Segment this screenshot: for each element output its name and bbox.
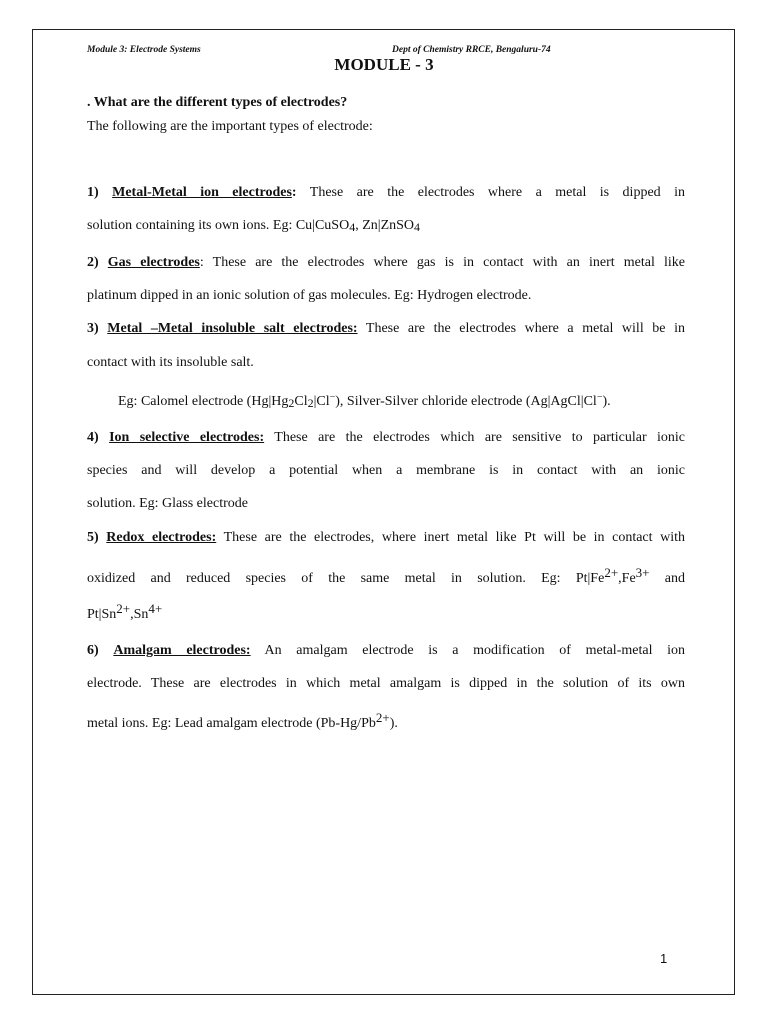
item-6-line-3 [87, 710, 398, 732]
item-5-number: 5) [87, 530, 99, 545]
item-3-eg-sub-1: 2 [288, 396, 295, 410]
item-3-eg-sub-2: 2 [307, 396, 314, 410]
item-1-subscript-2: 4 [414, 220, 421, 234]
item-4-text: These are the electrodes which are sensitive to particular ionic [264, 430, 686, 445]
item-1-number: 1) [87, 185, 99, 200]
header-left: Module 3: Electrode Systems [87, 45, 201, 55]
item-3-number: 3) [87, 321, 99, 336]
item-3-text: These are the electrodes where a metal will be in [357, 321, 685, 336]
page-border [32, 29, 735, 995]
item-5-line-2 [87, 565, 685, 587]
page-title: MODULE - 3 [334, 55, 434, 74]
item-5-text-2c: and [649, 571, 685, 586]
item-4-term: Ion selective electrodes: [109, 430, 265, 445]
item-3-eg-c: |Cl [313, 394, 330, 409]
item-1-term: Metal-Metal ion electrodes [112, 185, 292, 200]
item-3-eg-b: Cl [294, 394, 308, 409]
item-2-term: Gas electrodes [107, 255, 200, 270]
item-6-number: 6) [87, 643, 99, 658]
item-1-line-1 [87, 185, 685, 201]
item-4-line-2: species and will develop a potential when a membrane is in contact with an ionic [87, 463, 685, 478]
item-6-term: Amalgam electrodes: [113, 643, 251, 658]
item-6-line-1 [87, 643, 685, 659]
item-5-line-3 [87, 601, 163, 623]
item-4-line-1 [87, 430, 685, 446]
item-3-eg-sup-1: − [329, 392, 336, 403]
item-3-example [118, 394, 611, 410]
item-1-line-2 [87, 218, 420, 234]
item-2-line-2: platinum dipped in an ionic solution of gas molecules. Eg: Hydrogen electrode. [87, 288, 532, 303]
item-6-line-2: electrode. These are electrodes in which metal amalgam is dipped in the solution of its own [87, 676, 685, 691]
item-6-text: An amalgam electrode is a modification of metal-metal ion [250, 643, 686, 658]
item-3-eg-sup-2: − [596, 392, 603, 403]
item-1-subscript-1: 4 [349, 220, 356, 234]
item-2-text: : These are the electrodes where gas is in contact with an inert metal like [199, 255, 685, 270]
item-4-line-3: solution. Eg: Glass electrode [87, 496, 248, 511]
item-1-text: These are the electrodes where a metal is dipped in [296, 185, 685, 200]
item-5-term: Redox electrodes: [106, 530, 217, 545]
item-6-text-3a: metal ions. Eg: Lead amalgam electrode (Pb-Hg/Pb [87, 716, 376, 731]
item-1-colon: : [291, 185, 297, 200]
item-3-line-1 [87, 321, 685, 337]
item-5-superscript-3: 2+ [116, 601, 131, 616]
item-2-number: 2) [87, 255, 99, 270]
item-5-line-1 [87, 530, 685, 546]
item-3-term: Metal –Metal insoluble salt electrodes: [107, 321, 358, 336]
item-3-eg-d: ), Silver-Silver chloride electrode (Ag|AgCl|Cl [335, 394, 597, 409]
item-1-text-2b: , Zn|ZnSO [355, 218, 415, 233]
item-4-number: 4) [87, 430, 99, 445]
item-5-text-2a: oxidized and reduced species of the same metal in solution. Eg: Pt|Fe [87, 571, 605, 586]
item-5-text-3b: ,Sn [130, 607, 149, 622]
item-1-text-2a: solution containing its own ions. Eg: Cu|CuSO [87, 218, 350, 233]
intro-text: The following are the important types of electrode: [87, 119, 373, 134]
item-3-eg-a: Eg: Calomel electrode (Hg|Hg [118, 394, 289, 409]
item-5-superscript-4: 4+ [148, 601, 163, 616]
item-6-text-3b: ). [389, 716, 398, 731]
item-5-text: These are the electrodes, where inert metal like Pt will be in contact with [216, 530, 686, 545]
item-5-text-2b: ,Fe [618, 571, 636, 586]
item-5-superscript-1: 2+ [604, 565, 619, 580]
item-5-superscript-2: 3+ [635, 565, 650, 580]
question-heading: . What are the different types of electrodes? [87, 95, 348, 110]
item-6-superscript-1: 2+ [375, 710, 390, 725]
item-3-eg-e: ). [602, 394, 611, 409]
item-2-line-1 [87, 255, 685, 271]
item-5-text-3a: Pt|Sn [87, 607, 117, 622]
item-3-line-2: contact with its insoluble salt. [87, 355, 254, 370]
page-number: 1 [660, 951, 668, 966]
header-right: Dept of Chemistry RRCE, Bengaluru-74 [392, 45, 551, 55]
